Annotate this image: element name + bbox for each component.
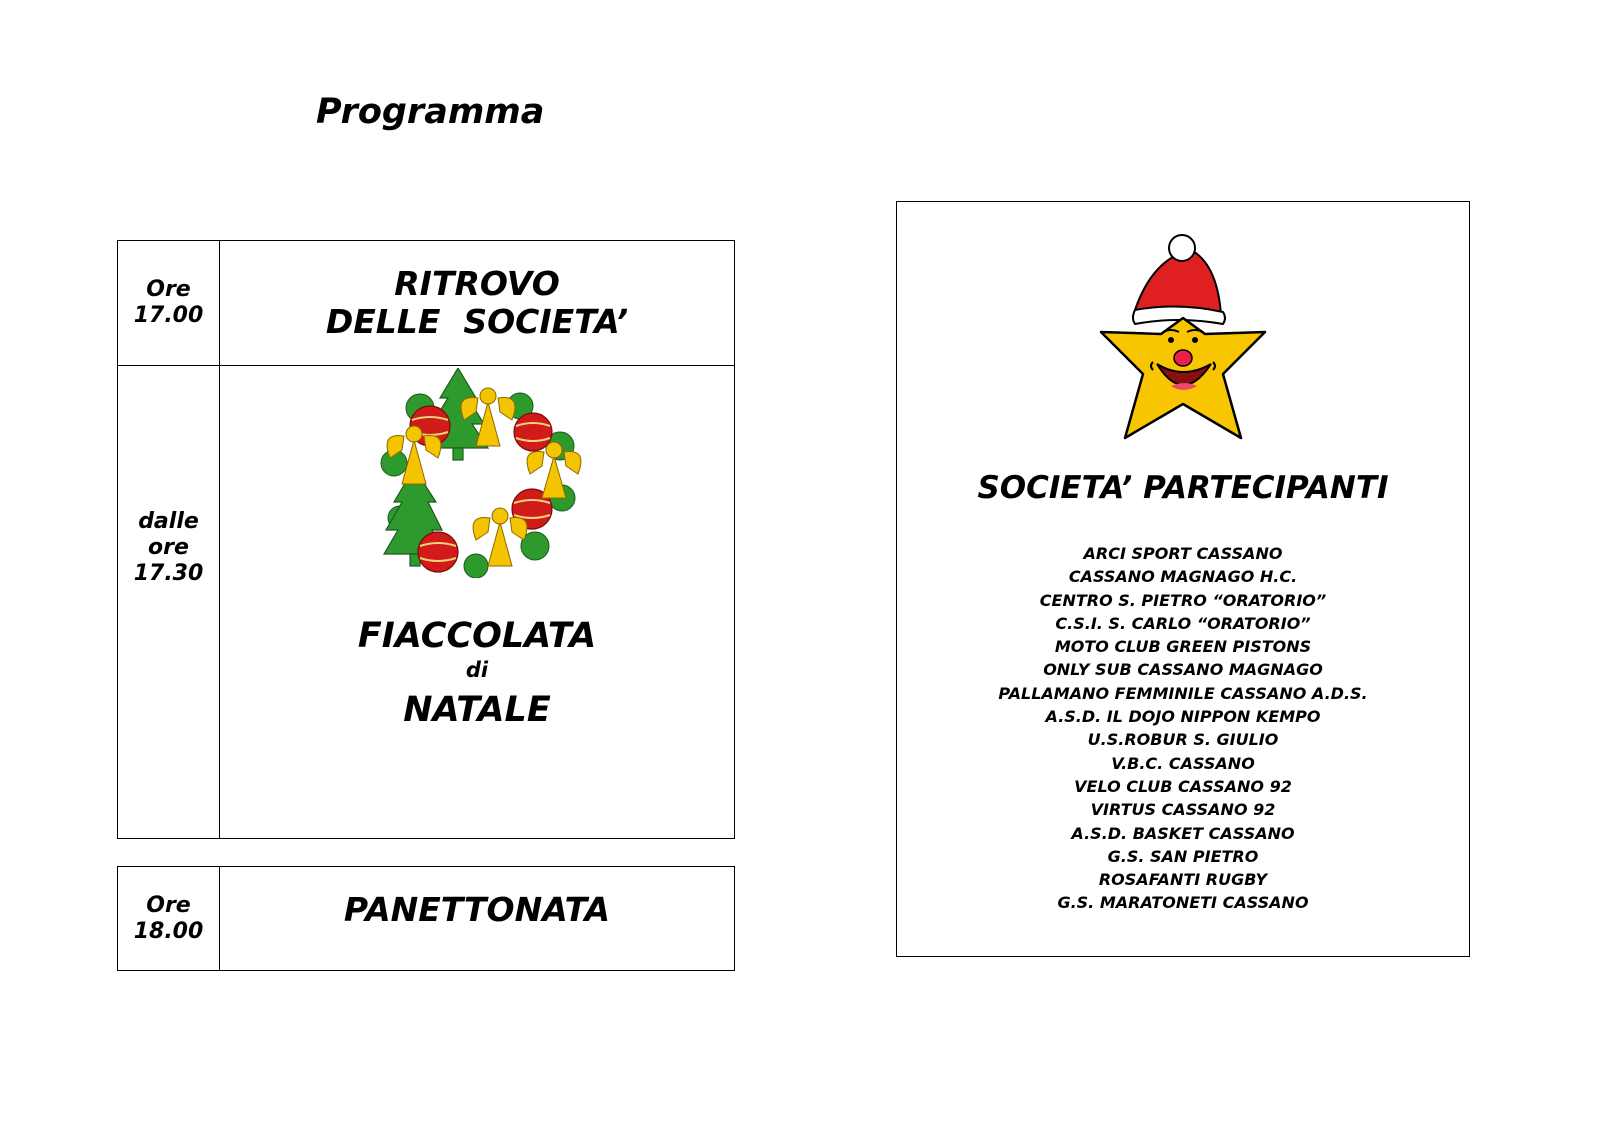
list-item: CASSANO MAGNAGO H.C.: [1068, 567, 1298, 587]
program-table: [117, 240, 735, 839]
time-line: ore: [148, 535, 189, 560]
schedule-time: [118, 867, 220, 971]
schedule-event: [220, 366, 735, 839]
participants-box: [896, 201, 1470, 957]
list-item: PALLAMANO FEMMINILE CASSANO A.D.S.: [998, 683, 1368, 703]
time-line: Ore: [146, 892, 191, 918]
list-item: C.S.I. S. CARLO “ORATORIO”: [1055, 613, 1311, 633]
event-line: RITROVO: [394, 264, 560, 303]
time-line: 17.00: [133, 303, 204, 328]
list-item: ARCI SPORT CASSANO: [1083, 544, 1283, 563]
event-sub: NATALE: [403, 690, 551, 730]
list-item: A.S.D. IL DOJO NIPPON KEMPO: [1045, 707, 1321, 727]
list-item: A.S.D. BASKET CASSANO: [1071, 823, 1295, 843]
participants-list: [897, 542, 1469, 915]
event-connector: di: [465, 658, 489, 682]
time-line: 18.00: [133, 918, 204, 944]
list-item: CENTRO S. PIETRO “ORATORIO”: [1039, 590, 1327, 610]
christmas-wreath-icon: [370, 368, 582, 578]
schedule-event: [220, 241, 735, 366]
time-line: Ore: [146, 277, 191, 302]
event-line: PANETTONATA: [343, 890, 611, 929]
list-item: U.S.ROBUR S. GIULIO: [1087, 730, 1279, 750]
list-item: G.S. MARATONETI CASSANO: [1057, 893, 1309, 913]
event-line: DELLE SOCIETA’: [325, 302, 629, 341]
list-item: VELO CLUB CASSANO 92: [1074, 776, 1292, 796]
list-item: ROSAFANTI RUGBY: [1098, 870, 1268, 890]
schedule-time: [118, 241, 220, 366]
schedule-event: [220, 867, 735, 971]
program-table-panettonata: [117, 866, 735, 971]
list-item: ONLY SUB CASSANO MAGNAGO: [1043, 660, 1323, 680]
participants-title: SOCIETA’ PARTECIPANTI: [977, 470, 1389, 506]
schedule-row-ritrovo: [118, 241, 735, 366]
schedule-row-fiaccolata: [118, 366, 735, 839]
schedule-time: [118, 366, 220, 839]
event-main: FIACCOLATA: [357, 616, 597, 656]
list-item: VIRTUS CASSANO 92: [1090, 800, 1276, 820]
list-item: G.S. SAN PIETRO: [1107, 846, 1259, 866]
schedule-row-panettonata: [118, 867, 735, 971]
page-title: Programma: [316, 92, 545, 132]
list-item: V.B.C. CASSANO: [1111, 753, 1255, 773]
time-line: 17.30: [133, 561, 204, 586]
list-item: MOTO CLUB GREEN PISTONS: [1054, 637, 1312, 657]
fiaccolata-text: [220, 616, 734, 730]
star-with-santa-hat-icon: [1093, 234, 1275, 440]
time-line: dalle: [138, 509, 199, 534]
